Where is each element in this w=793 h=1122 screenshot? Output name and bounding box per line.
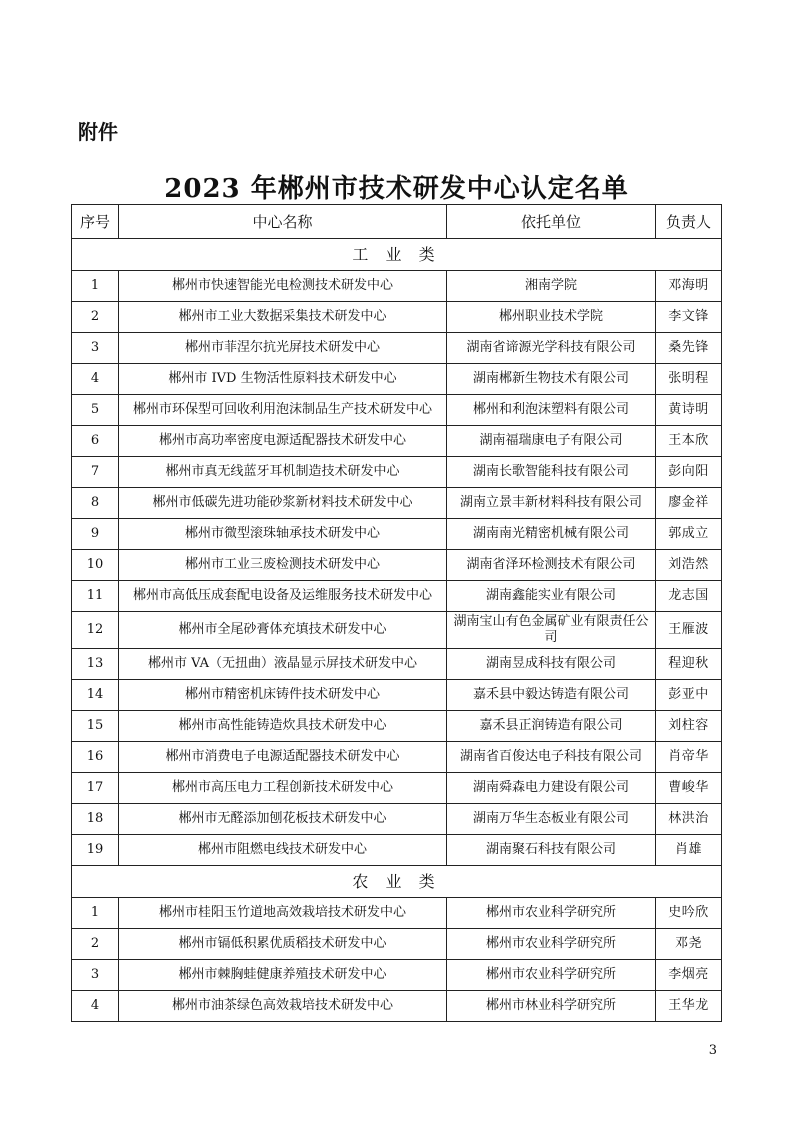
center-name-cell: 郴州市阻燃电线技术研发中心: [119, 835, 447, 866]
table-row: [72, 898, 722, 929]
person-in-charge-cell: 彭向阳: [656, 457, 722, 488]
table-row: [72, 519, 722, 550]
organization-cell: 郴州市农业科学研究所: [447, 960, 656, 991]
organization-cell: 郴州市林业科学研究所: [447, 991, 656, 1022]
table-row: [72, 711, 722, 742]
center-name-cell: 郴州市 VA（无扭曲）液晶显示屏技术研发中心: [119, 649, 447, 680]
center-name-cell: 郴州市消费电子电源适配器技术研发中心: [119, 742, 447, 773]
row-number: 12: [72, 612, 119, 649]
column-header-no: 序号: [72, 205, 119, 239]
organization-cell: 郴州市农业科学研究所: [447, 898, 656, 929]
center-name-cell: 郴州市环保型可回收利用泡沫制品生产技术研发中心: [119, 395, 447, 426]
person-in-charge-cell: 王本欣: [656, 426, 722, 457]
center-name-cell: 郴州市油茶绿色高效栽培技术研发中心: [119, 991, 447, 1022]
column-header-person: 负责人: [656, 205, 722, 239]
column-header-name: 中心名称: [119, 205, 447, 239]
row-number: 10: [72, 550, 119, 581]
row-number: 4: [72, 364, 119, 395]
row-number: 19: [72, 835, 119, 866]
center-name-cell: 郴州市镉低积累优质稻技术研发中心: [119, 929, 447, 960]
table-row: [72, 649, 722, 680]
row-number: 18: [72, 804, 119, 835]
organization-cell: 湖南省谛源光学科技有限公司: [447, 333, 656, 364]
row-number: 15: [72, 711, 119, 742]
center-name-cell: 郴州市低碳先进功能砂浆新材料技术研发中心: [119, 488, 447, 519]
organization-cell: 郴州职业技术学院: [447, 302, 656, 333]
person-in-charge-cell: 肖雄: [656, 835, 722, 866]
table-row: [72, 550, 722, 581]
table-row: [72, 302, 722, 333]
table-row: [72, 271, 722, 302]
person-in-charge-cell: 李文锋: [656, 302, 722, 333]
person-in-charge-cell: 张明程: [656, 364, 722, 395]
table-row: [72, 395, 722, 426]
person-in-charge-cell: 曹峻华: [656, 773, 722, 804]
center-name-cell: 郴州市无醛添加刨花板技术研发中心: [119, 804, 447, 835]
person-in-charge-cell: 桑先锋: [656, 333, 722, 364]
organization-cell: 湖南省泽环检测技术有限公司: [447, 550, 656, 581]
attachment-label: 附件: [78, 120, 118, 144]
table-row: [72, 488, 722, 519]
center-name-cell: 郴州市高压电力工程创新技术研发中心: [119, 773, 447, 804]
organization-cell: 湖南聚石科技有限公司: [447, 835, 656, 866]
center-name-cell: 郴州市快速智能光电检测技术研发中心: [119, 271, 447, 302]
row-number: 3: [72, 333, 119, 364]
row-number: 13: [72, 649, 119, 680]
organization-cell: 湖南鑫能实业有限公司: [447, 581, 656, 612]
center-name-cell: 郴州市真无线蓝牙耳机制造技术研发中心: [119, 457, 447, 488]
center-name-cell: 郴州市微型滚珠轴承技术研发中心: [119, 519, 447, 550]
category-label: 工 业 类: [72, 239, 722, 271]
person-in-charge-cell: 王华龙: [656, 991, 722, 1022]
row-number: 6: [72, 426, 119, 457]
table-header-row: [72, 205, 722, 239]
center-name-cell: 郴州市高低压成套配电设备及运维服务技术研发中心: [119, 581, 447, 612]
row-number: 8: [72, 488, 119, 519]
person-in-charge-cell: 史吟欣: [656, 898, 722, 929]
organization-cell: 湖南昱成科技有限公司: [447, 649, 656, 680]
organization-cell: 嘉禾县正润铸造有限公司: [447, 711, 656, 742]
organization-cell: 嘉禾县中毅达铸造有限公司: [447, 680, 656, 711]
table-row: [72, 835, 722, 866]
row-number: 2: [72, 302, 119, 333]
person-in-charge-cell: 刘浩然: [656, 550, 722, 581]
table-row: [72, 364, 722, 395]
person-in-charge-cell: 王雁波: [656, 612, 722, 649]
center-name-cell: 郴州市高性能铸造炊具技术研发中心: [119, 711, 447, 742]
center-name-cell: 郴州市 IVD 生物活性原料技术研发中心: [119, 364, 447, 395]
center-name-cell: 郴州市棘胸蛙健康养殖技术研发中心: [119, 960, 447, 991]
table-row: [72, 581, 722, 612]
organization-cell: 湖南郴新生物技术有限公司: [447, 364, 656, 395]
row-number: 1: [72, 271, 119, 302]
row-number: 2: [72, 929, 119, 960]
organization-cell: 湖南万华生态板业有限公司: [447, 804, 656, 835]
organization-cell: 湖南福瑞康电子有限公司: [447, 426, 656, 457]
row-number: 5: [72, 395, 119, 426]
organization-cell: 郴州和利泡沫塑料有限公司: [447, 395, 656, 426]
center-name-cell: 郴州市工业大数据采集技术研发中心: [119, 302, 447, 333]
organization-cell: 湖南南光精密机械有限公司: [447, 519, 656, 550]
table-row: [72, 960, 722, 991]
center-name-cell: 郴州市全尾砂膏体充填技术研发中心: [119, 612, 447, 649]
page-title: 2023 年郴州市技术研发中心认定名单: [164, 174, 629, 204]
row-number: 9: [72, 519, 119, 550]
person-in-charge-cell: 程迎秋: [656, 649, 722, 680]
table-row: [72, 333, 722, 364]
row-number: 1: [72, 898, 119, 929]
person-in-charge-cell: 邓尧: [656, 929, 722, 960]
person-in-charge-cell: 林洪治: [656, 804, 722, 835]
person-in-charge-cell: 黄诗明: [656, 395, 722, 426]
organization-cell: 湖南立景丰新材料科技有限公司: [447, 488, 656, 519]
row-number: 11: [72, 581, 119, 612]
table-row: [72, 742, 722, 773]
person-in-charge-cell: 龙志国: [656, 581, 722, 612]
organization-cell: 湖南省百俊达电子科技有限公司: [447, 742, 656, 773]
table-row: [72, 804, 722, 835]
row-number: 3: [72, 960, 119, 991]
person-in-charge-cell: 肖帝华: [656, 742, 722, 773]
category-label: 农 业 类: [72, 866, 722, 898]
center-name-cell: 郴州市菲涅尔抗光屏技术研发中心: [119, 333, 447, 364]
table-row: [72, 612, 722, 649]
column-header-org: 依托单位: [447, 205, 656, 239]
person-in-charge-cell: 邓海明: [656, 271, 722, 302]
organization-cell: 湖南舜森电力建设有限公司: [447, 773, 656, 804]
category-row: [72, 239, 722, 271]
center-name-cell: 郴州市桂阳玉竹道地高效栽培技术研发中心: [119, 898, 447, 929]
table-body: [72, 239, 722, 1022]
center-name-cell: 郴州市工业三废检测技术研发中心: [119, 550, 447, 581]
row-number: 7: [72, 457, 119, 488]
person-in-charge-cell: 刘柱容: [656, 711, 722, 742]
center-name-cell: 郴州市高功率密度电源适配器技术研发中心: [119, 426, 447, 457]
row-number: 17: [72, 773, 119, 804]
table-row: [72, 991, 722, 1022]
organization-cell: 湖南宝山有色金属矿业有限责任公司: [447, 612, 656, 649]
row-number: 16: [72, 742, 119, 773]
row-number: 4: [72, 991, 119, 1022]
organization-cell: 湖南长歌智能科技有限公司: [447, 457, 656, 488]
row-number: 14: [72, 680, 119, 711]
table-row: [72, 426, 722, 457]
table-row: [72, 680, 722, 711]
person-in-charge-cell: 彭亚中: [656, 680, 722, 711]
center-name-cell: 郴州市精密机床铸件技术研发中心: [119, 680, 447, 711]
table-row: [72, 929, 722, 960]
table-row: [72, 773, 722, 804]
category-row: [72, 866, 722, 898]
person-in-charge-cell: 廖金祥: [656, 488, 722, 519]
organization-cell: 郴州市农业科学研究所: [447, 929, 656, 960]
center-list-table: [71, 204, 722, 1022]
organization-cell: 湘南学院: [447, 271, 656, 302]
page-number: 3: [708, 1043, 717, 1058]
person-in-charge-cell: 郭成立: [656, 519, 722, 550]
person-in-charge-cell: 李烟亮: [656, 960, 722, 991]
table-row: [72, 457, 722, 488]
